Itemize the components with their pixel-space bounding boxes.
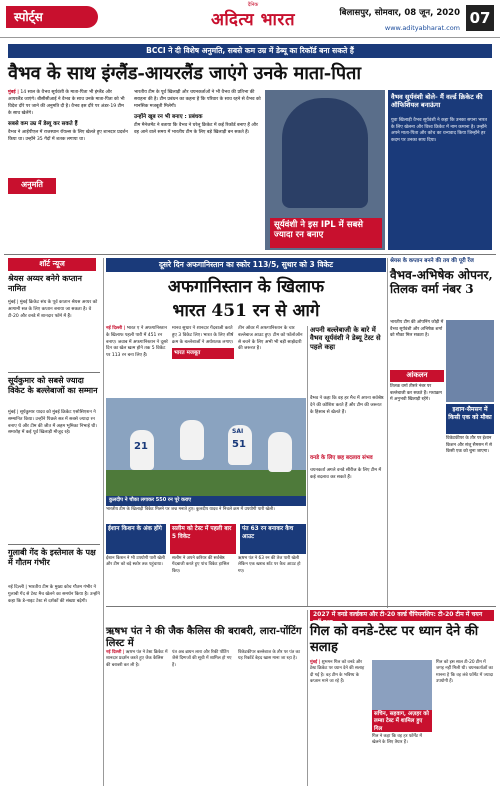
section-label: स्पोर्ट्स [6, 6, 98, 28]
player-number-2: 51 [232, 439, 246, 450]
pant-column-3: विकेटकीपर बल्लेबाज के तौर पर पंत का यह रिकॉर्ड बेहद खास माना जा रहा है। [238, 650, 300, 662]
column-rule [387, 258, 388, 608]
afg-col2-text: मानव सुथार ने शानदार गेंदबाजी करते हुए 3 विकेट लिए। भारत के लिए शीर्ष क्रम के बल्लेबाजों ने अर्धशतक लगाए। [172, 326, 234, 345]
page-number: 07 [466, 5, 494, 31]
site-url[interactable]: www.adityabharat.com [384, 24, 460, 32]
gill-kicker: 2027 में वनडे वर्ल्डकप और टी-20 वर्ल्ड चैंपियनशिप: टी-20 टीम में चयन नहीं हुआ [310, 610, 494, 621]
vd-body: वैभव ने कहा कि वह हर मैच में अपना सर्वश्रेष्ठ देने की कोशिश करते हैं और टीम की जरूरत के हिसाब से खेलते हैं। [310, 396, 384, 415]
divider [106, 606, 496, 607]
afg-headline-2: भारत 451 रन से आगे [172, 301, 320, 321]
player-name: SAI [232, 428, 244, 435]
va-kicker: श्रेयस के कप्तान बनने की तय की पूरी रेंज [390, 258, 474, 264]
masthead-logo [178, 2, 328, 32]
afg-kicker: दूसरे दिन अफगानिस्तान का स्कोर 113/5, सुथार को 3 विकेट [106, 258, 386, 272]
player-figure [282, 98, 368, 208]
player-figure [268, 432, 292, 472]
player-figure [180, 420, 204, 460]
column-rule [103, 258, 104, 786]
side-story-body: युवा खिलाड़ी वैभव सूर्यवंशी ने कहा कि उनका सपना भारत के लिए खेलना और विश्व क्रिकेट में नाम कमाना है। उन्होंने अपने माता-पिता और कोच का धन्यवाद किया जिन्होंने हर कदम पर उनका साथ दिया। [391, 118, 488, 143]
brief-3-body: नई दिल्ली | भारतीय टीम के मुख्य कोच गौतम गंभीर ने गुलाबी गेंद से टेस्ट मैच खेलने का समर्थन किया है। उन्होंने कहा कि डे-नाइट टेस्ट से दर्शकों की संख्या बढ़ेगी। [8, 585, 100, 604]
brief-2-headline: सूर्यकुमार को सबसे ज्यादा विकेट के बल्लेबाजों का सम्मान [8, 376, 98, 395]
afg-col1-text: भारत ए ने अफगानिस्तान के खिलाफ पहली पारी में 451 रन बनाए। जवाब में अफगानिस्तान ने दूसरे दिन का खेल खत्म होने तक 5 विकेट पर 113 रन बना लिए हैं। [106, 326, 168, 358]
gill-byline: मुंबई | [310, 660, 321, 665]
afg-col2-tag: भारत मजबूत [172, 348, 234, 358]
player-number-1: 21 [134, 441, 148, 452]
divider [8, 544, 100, 545]
vd-body-2: चयनकर्ता अगले वनडे सीरीज के लिए टीम में कई बदलाव कर सकते हैं। [310, 468, 382, 480]
gill-photo [372, 660, 432, 710]
gill-quote: गिल ने कहा कि वह हर फॉर्मेट में खेलने के लिए तैयार हैं। [372, 734, 422, 746]
lead-col2-text: भारतीय टीम के पूर्व खिलाड़ी और चयनकर्ताओं ने भी वैभव की प्रतिभा की सराहना की है। टीम प्रबंधन का कहना है कि परिवार के साथ रहने से वैभव को मानसिक मजबूती मिलेगी। [134, 90, 261, 109]
afg-photo-ground [106, 470, 306, 496]
va-subbox: इशान-सैमसन में किसी एक को मौका [446, 404, 494, 434]
va-tag: आंकलन [390, 370, 444, 382]
afg-subbox-1: ईशान किशन के अंक होंगे [106, 524, 166, 554]
va-body-1: भारतीय टीम की ओपनिंग जोड़ी में वैभव सूर्यवंशी और अभिषेक शर्मा को मौका मिल सकता है। [390, 320, 444, 339]
side-story-box [388, 90, 492, 250]
lead-photo-caption: सूर्यवंशी ने इस IPL में सबसे ज्यादा रन बनाए [270, 218, 382, 248]
pant-headline: ऋषभ पंत ने की जैक कैलिस की बराबरी, लारा-पोंटिंग लिस्ट में [106, 626, 302, 649]
brief-2-body: मुंबई | सूर्यकुमार यादव को मुंबई क्रिकेट एसोसिएशन ने सम्मानित किया। उन्होंने पिछले सत्र में सबसे ज्यादा रन बनाए थे और टीम की जीत में अहम भूमिका निभाई थी। समारोह में कई पूर्व खिलाड़ी मौजूद रहे। [8, 410, 97, 436]
pant-byline: नई दिल्ली | [106, 650, 125, 655]
short-news-label: शॉर्ट न्यूज [8, 258, 96, 271]
lead-col1-text: 14 साल के वैभव सूर्यवंशी के माता-पिता भी इंग्लैंड और आयरलैंड जाएंगे। बीसीसीआई ने वैभव के साथ उनके माता-पिता को भी विदेश दौरे पर जाने की अनुमति दी है। वैभव इस दौरे पर अंडर-19 टीम के साथ खेलेंगे। [8, 90, 125, 116]
column-rule [307, 610, 308, 786]
pant-column-2: पंत अब ब्रायन लारा और रिकी पोंटिंग जैसे दिग्गजों की सूची में शामिल हो गए हैं। [172, 650, 232, 668]
gill-headline: गिल को वनडे-टेस्ट पर ध्यान देने की सलाह [310, 624, 479, 655]
afg-lower-column-1: ईशान किशन ने भी उपयोगी पारी खेली और टीम को बड़े स्कोर तक पहुंचाया। [106, 556, 165, 568]
gill-col1-text: शुभमन गिल को वनडे और टेस्ट क्रिकेट पर ध्यान देने की सलाह दी गई है। वह टीम के भविष्य के कप्तान माने जा रहे हैं। [310, 660, 365, 685]
logo-tagline: दैनिक [247, 2, 259, 8]
side-story-headline: वैभव सूर्यवंशी बोले- मैं वर्ल्ड क्रिकेट की ऑफिशियल बनाऊंगा [391, 93, 483, 109]
afg-column-1 [106, 326, 168, 360]
afg-column-2 [172, 326, 234, 361]
lead-col1-subhead: सबसे कम उम्र में डेब्यू कर सकते हैं [8, 120, 78, 127]
pant-column-1 [106, 650, 168, 669]
va-photo [446, 320, 494, 402]
lead-byline: मुंबई | [8, 90, 19, 95]
pant-col1-text: ऋषभ पंत ने टेस्ट क्रिकेट में शानदार प्रदर्शन करते हुए जैक कैलिस की बराबरी कर ली है। [106, 650, 168, 668]
brief-3-headline: गुलाबी गेंद के इस्तेमाल के पक्ष में गौतम गंभीर [8, 548, 96, 567]
lead-col2-subhead: उन्होंने खूब रन भी बनाए : प्रबंधक [134, 113, 203, 120]
va-body-2: तिलक वर्मा तीसरे नंबर पर बल्लेबाजी कर सकते हैं। मध्यक्रम में अनुभवी खिलाड़ी रहेंगे। [390, 384, 442, 403]
lead-headline: वैभव के साथ इंग्लैंड-आयरलैंड जाएंगे उनके माता-पिता [8, 63, 362, 84]
afg-byline: नई दिल्ली | [106, 326, 126, 331]
brief-1-body: मुंबई | मुंबई क्रिकेट संघ के पूर्व कप्तान श्रेयस अय्यर को आगामी सत्र के लिए कप्तान बनाया जा सकता है। वे टी-20 और वनडे में शानदार फॉर्म में हैं। [8, 300, 98, 319]
lead-column-2 [134, 90, 262, 137]
vd-subhead: वनडे के लिए छह बदलाव संभव [310, 455, 373, 461]
vd-headline: अपनी बल्लेबाजी के बारे में वैभव सूर्यवंशी ने डेब्यू टेस्ट से पहले कहा [310, 326, 381, 351]
lead-col2-more: टीम मैनेजमेंट ने बताया कि वैभव ने घरेलू क्रिकेट में कई रिकॉर्ड बनाए हैं और वह आने वाले समय में भारतीय टीम के लिए बड़े खिलाड़ी बन सकते हैं। [134, 122, 258, 135]
afg-photo-description: भारतीय टीम के खिलाड़ी विकेट मिलने पर जश्न मनाते हुए। कुलदीप यादव ने निचले क्रम में उपयोगी पारी खेली। [106, 507, 275, 512]
afg-photo-caption: कुलदीप ने चौका लगाकर 550 रन पूरे कराए [106, 496, 306, 506]
lead-tag: अनुमति [8, 178, 56, 194]
gill-column-1 [310, 660, 368, 686]
afg-lower-column-3: ऋषभ पंत ने 63 रन की तेज पारी खेली लेकिन एक खराब शॉट पर कैच आउट हो गए। [238, 556, 301, 574]
va-body-3: विकेटकीपर के तौर पर ईशान किशन और संजू सैमसन में से किसी एक को चुना जाएगा। [446, 436, 493, 455]
brief-1-headline: श्रेयस अय्यर बनेगे कप्तान नामित [8, 274, 82, 293]
dateline: बिलासपुर, सोमवार, 08 जून, 2020 [339, 8, 460, 18]
gill-column-2: गिल को इस साल टी-20 टीम में जगह नहीं मिली थी। चयनकर्ताओं का मानना है कि वह लंबे फॉर्मेट में ज्यादा उपयोगी हैं। [436, 660, 494, 685]
divider [8, 372, 100, 373]
lead-kicker: BCCI ने दी विशेष अनुमति, सबसे कम उम्र में डेब्यू का रिकॉर्ड बना सकते हैं [8, 44, 492, 58]
lead-column-1 [8, 90, 128, 144]
gill-photo-caption: सचिन, सहवाग, अज़हर को लम्बा टेस्ट में शामिल हुए गिल [372, 710, 432, 732]
afg-subbox-3: पंत 63 रन बनाकर कैच आउट [240, 524, 306, 554]
logo-name: अदित्य भारत [210, 9, 296, 30]
lead-col1-more: वैभव ने आईपीएल में राजस्थान रॉयल्स के लिए खेलते हुए शानदार प्रदर्शन किया था। उन्होंने 35 गेंदों में शतक लगाया था। [8, 129, 128, 142]
divider [4, 254, 496, 255]
afg-column-3: तीन ओवर में अफगानिस्तान के चार बल्लेबाज आउट हुए। टीम को फॉलोऑन से बचने के लिए अभी भी बड़ी साझेदारी की जरूरत है। [238, 326, 303, 352]
va-headline: वैभव-अभिषेक ओपनर, तिलक वर्मा नंबर 3 [390, 268, 493, 297]
column-rule [307, 326, 308, 606]
afg-headline-1: अफगानिस्तान के खिलाफ [167, 277, 325, 297]
afg-lower-column-2: सलीम ने अपने करियर की सर्वश्रेष्ठ गेंदबाजी करते हुए पांच विकेट हासिल किए। [172, 556, 230, 574]
afg-subbox-2: सलीम को टेस्ट में पहली बार 5 विकेट [170, 524, 236, 554]
